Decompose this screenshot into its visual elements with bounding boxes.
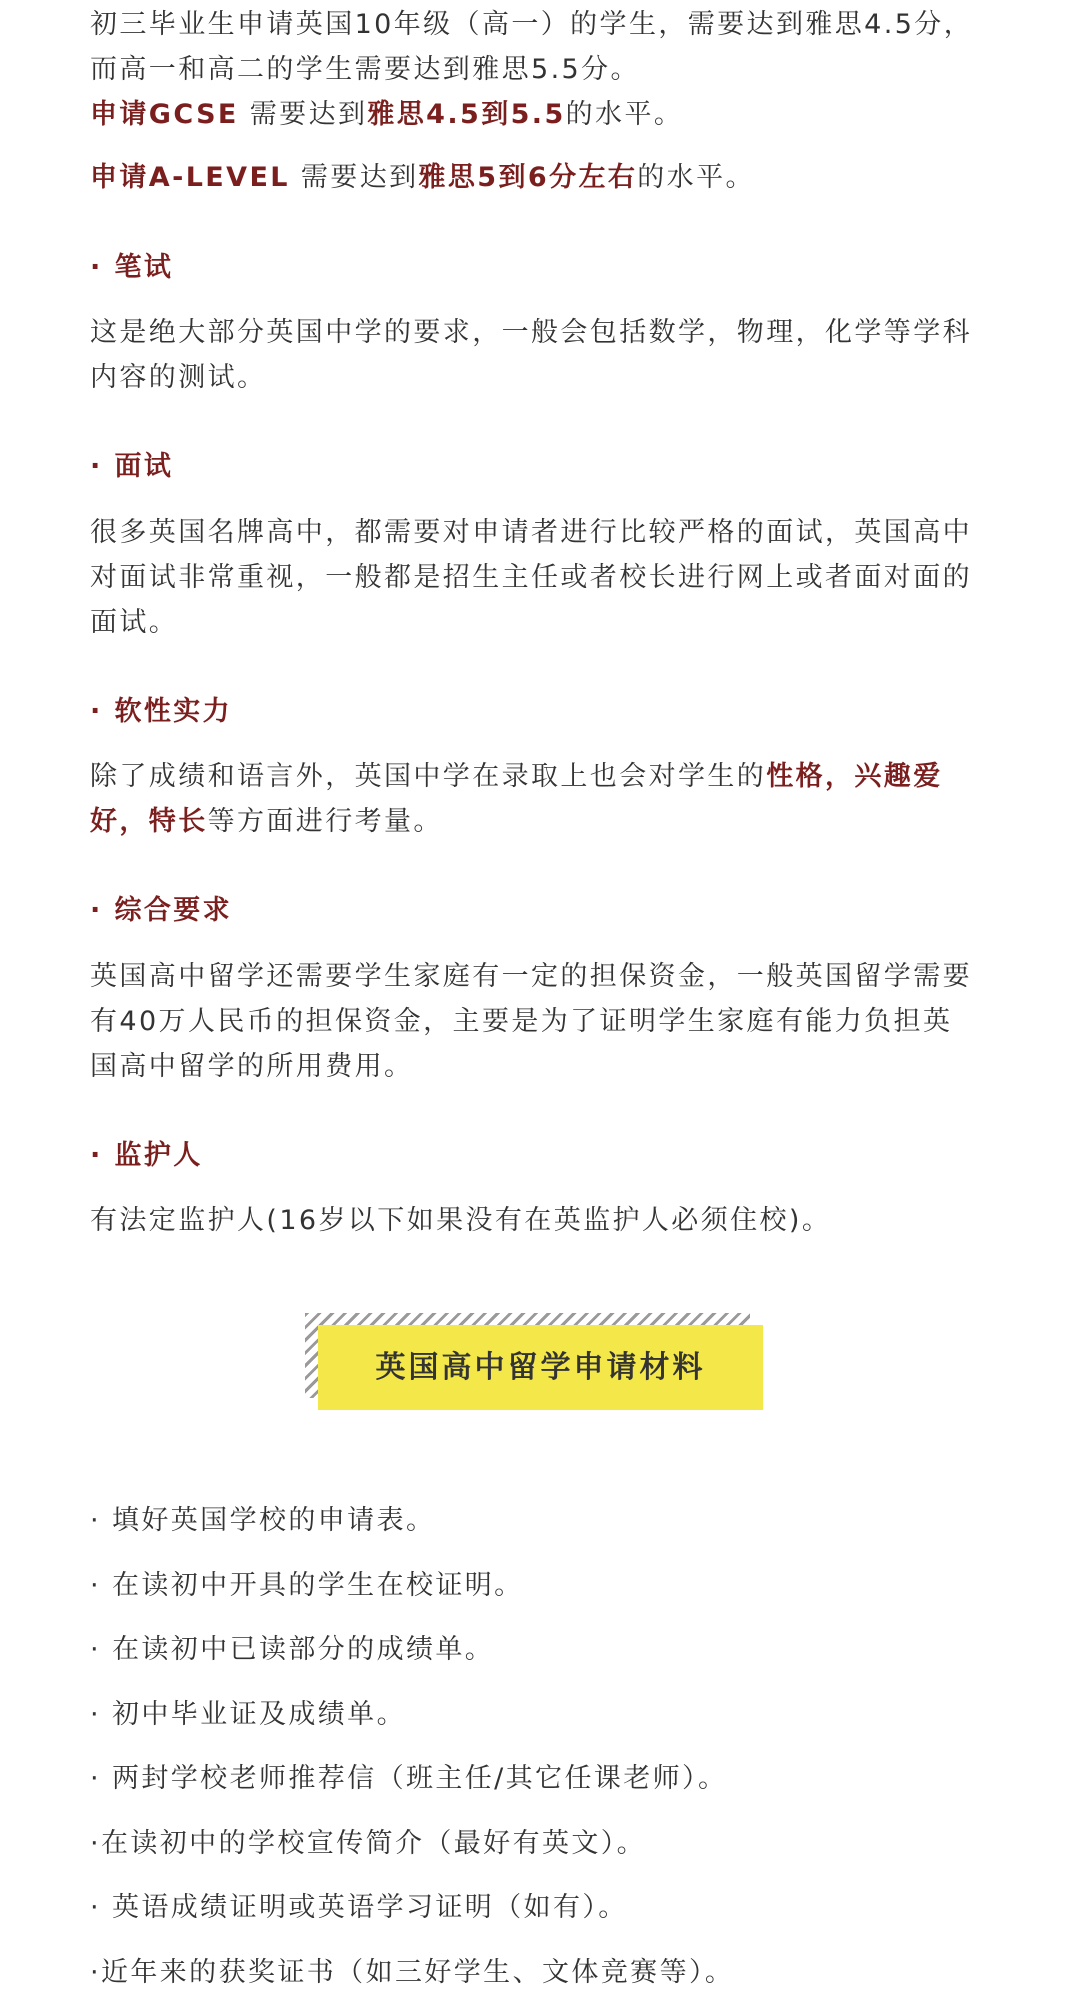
- section-heading-jianhuren: · 监护人: [90, 1140, 203, 1171]
- ruanxing-text-2: 等方面进行考量。: [207, 806, 443, 837]
- bishi-line-1: 这是绝大部分英国中学的要求，一般会包括数学，物理，化学等学科: [90, 317, 972, 348]
- materials-banner: [305, 1313, 765, 1413]
- gcse-label: 申请GCSE: [90, 99, 239, 130]
- zonghe-line-3: 国高中留学的所用费用。: [90, 1051, 414, 1082]
- mianshi-line-1: 很多英国名牌高中，都需要对申请者进行比较严格的面试，英国高中: [90, 517, 972, 548]
- ruanxing-line-1: [90, 754, 1000, 799]
- materials-list-item: · 初中毕业证及成绩单。: [90, 1699, 406, 1730]
- intro-line-1: 初三毕业生申请英国10年级（高一）的学生，需要达到雅思4.5分，: [90, 9, 974, 40]
- alevel-requirement: [90, 155, 1000, 200]
- bishi-line-2: 内容的测试。: [90, 362, 267, 393]
- zonghe-line-1: 英国高中留学还需要学生家庭有一定的担保资金，一般英国留学需要: [90, 961, 972, 992]
- alevel-text: 需要达到: [289, 162, 419, 193]
- materials-list-item: · 填好英国学校的申请表。: [90, 1505, 436, 1536]
- section-heading-ruanxing: · 软性实力: [90, 696, 233, 727]
- materials-list-item: · 两封学校老师推荐信（班主任/其它任课老师）。: [90, 1763, 728, 1794]
- section-body-zonghe: [90, 954, 1000, 1089]
- materials-list-item: ·近年来的获奖证书（如三好学生、文体竞赛等）。: [90, 1957, 735, 1988]
- section-body-mianshi: [90, 510, 1000, 645]
- ruanxing-highlight-1: 性格，兴趣爱: [766, 761, 943, 792]
- alevel-label: 申请A-LEVEL: [90, 162, 290, 193]
- ruanxing-highlight-2: 好，特长: [90, 806, 208, 837]
- mianshi-line-2: 对面试非常重视，一般都是招生主任或者校长进行网上或者面对面的: [90, 562, 972, 593]
- gcse-text: 需要达到: [238, 99, 368, 130]
- materials-list-item: · 英语成绩证明或英语学习证明（如有）。: [90, 1892, 628, 1923]
- gcse-suffix: 的水平。: [565, 99, 684, 130]
- banner-title: 英国高中留学申请材料: [375, 1350, 706, 1385]
- ruanxing-line-2: [90, 799, 1000, 844]
- materials-list-item: · 在读初中已读部分的成绩单。: [90, 1634, 495, 1665]
- alevel-score: 雅思5到6分左右: [418, 162, 638, 193]
- materials-list-item: ·在读初中的学校宣传简介（最好有英文）。: [90, 1828, 647, 1859]
- intro-paragraph: [90, 2, 1000, 137]
- intro-line-2: 而高一和高二的学生需要达到雅思5.5分。: [90, 54, 640, 85]
- section-body-jianhuren: [90, 1198, 1000, 1243]
- jianhuren-line-1: 有法定监护人(16岁以下如果没有在英监护人必须住校)。: [90, 1205, 832, 1236]
- section-heading-mianshi: · 面试: [90, 451, 174, 482]
- materials-list-item: · 在读初中开具的学生在校证明。: [90, 1570, 524, 1601]
- zonghe-line-2: 有40万人民币的担保资金，主要是为了证明学生家庭有能力负担英: [90, 1006, 953, 1037]
- section-heading-zonghe: · 综合要求: [90, 895, 233, 926]
- section-heading-bishi: · 笔试: [90, 252, 174, 283]
- gcse-requirement: [90, 92, 1000, 137]
- gcse-score: 雅思4.5到5.5: [367, 99, 566, 130]
- mianshi-line-3: 面试。: [90, 607, 179, 638]
- alevel-suffix: 的水平。: [637, 162, 755, 193]
- section-body-bishi: [90, 310, 1000, 400]
- section-body-ruanxing: [90, 754, 1000, 844]
- ruanxing-text-1: 除了成绩和语言外，英国中学在录取上也会对学生的: [90, 761, 767, 792]
